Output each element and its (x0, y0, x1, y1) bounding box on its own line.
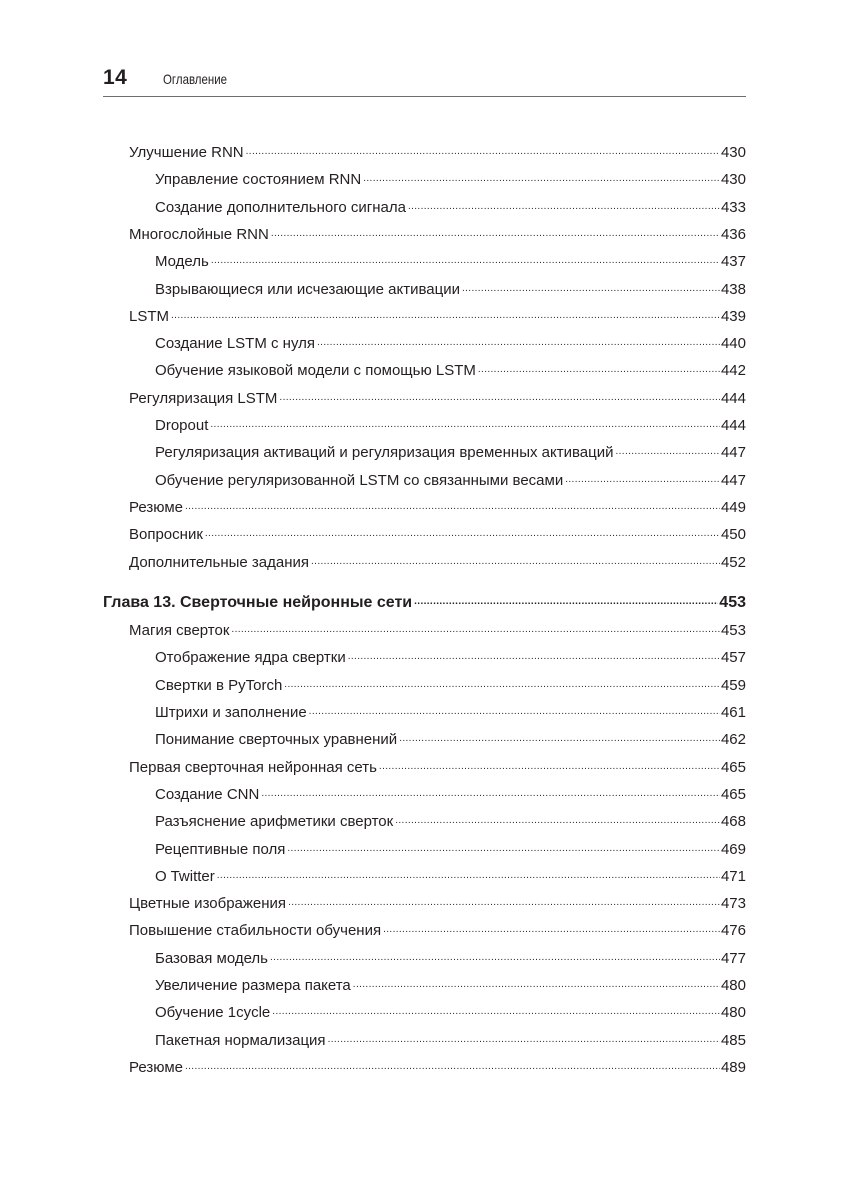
toc-entry-title: Dropout (155, 417, 209, 434)
toc-entry-title: Обучение регуляризованной LSTM со связанными весами (155, 471, 564, 489)
toc-entry[interactable] (155, 250, 746, 274)
toc-entry-page: 462 (720, 731, 746, 749)
toc-entry[interactable] (155, 974, 746, 998)
toc-entry[interactable] (155, 728, 746, 752)
dot-leader (261, 782, 720, 806)
dot-leader (615, 440, 719, 464)
dot-leader (272, 1000, 720, 1024)
toc-entry-page: 485 (720, 1031, 746, 1049)
toc-entry-title: Модель (155, 253, 209, 271)
toc-entry-page: 457 (720, 649, 746, 667)
toc-entry[interactable] (129, 496, 746, 520)
dot-leader (270, 946, 720, 970)
toc-entry-title: Разъяснение арифметики сверток (155, 813, 394, 831)
toc-entry-page: 430 (720, 144, 746, 161)
toc-entry-title: Магия сверток (129, 622, 230, 640)
toc-entry[interactable] (155, 359, 746, 383)
toc-entry-title: Штрихи и заполнение (155, 704, 307, 721)
dot-leader (414, 590, 718, 614)
dot-leader (171, 304, 720, 328)
toc-chapter-entry[interactable] (103, 591, 746, 615)
toc-entry[interactable] (155, 674, 746, 698)
toc-entry-page: 444 (720, 389, 746, 407)
toc-entry[interactable] (155, 168, 746, 192)
toc-entry-page: 465 (720, 785, 746, 803)
toc-entry[interactable] (129, 919, 746, 943)
toc-entry[interactable] (155, 1029, 746, 1053)
dot-leader (383, 918, 720, 942)
dot-leader (271, 222, 720, 246)
dot-leader (317, 331, 720, 355)
toc-entry-page: 459 (720, 676, 746, 694)
toc-entry-title: Увеличение размера пакета (155, 977, 351, 994)
dot-leader (217, 864, 720, 888)
toc-entry[interactable] (155, 783, 746, 807)
dot-leader (185, 495, 720, 519)
toc-entry[interactable] (129, 523, 746, 547)
toc-entry-page: 439 (720, 307, 746, 325)
toc-entry-title: Глава 13. Сверточные нейронные сети (103, 593, 413, 611)
toc-entry-title: Управление состоянием RNN (155, 171, 362, 189)
toc-entry[interactable] (155, 865, 746, 889)
toc-entry-title: Взрывающиеся или исчезающие активации (155, 280, 460, 298)
toc-entry[interactable] (129, 223, 746, 247)
toc-entry[interactable] (129, 305, 746, 329)
toc-entry-page: 437 (720, 253, 746, 271)
toc-entry[interactable] (129, 619, 746, 643)
toc-entry-page: 477 (720, 949, 746, 967)
toc-entry[interactable] (129, 1056, 746, 1080)
toc-entry-title: Первая сверточная нейронная сеть (129, 758, 377, 776)
toc-entry-title: Рецептивные поля (155, 840, 286, 858)
dot-leader (309, 700, 720, 724)
toc-entry[interactable] (155, 332, 746, 356)
toc-entry-page: 440 (720, 335, 746, 353)
toc-entry-title: Вопросник (129, 526, 203, 544)
dot-leader (185, 1055, 720, 1079)
running-header (103, 66, 746, 96)
toc-entry-title: Создание LSTM с нуля (155, 335, 315, 353)
toc-entry[interactable] (155, 947, 746, 971)
dot-leader (399, 727, 720, 751)
toc-entry-page: 436 (720, 225, 746, 243)
toc-entry[interactable] (155, 701, 746, 725)
dot-leader (231, 618, 720, 642)
toc-entry-title: Обучение 1cycle (155, 1004, 271, 1022)
toc-entry-title: O Twitter (155, 867, 215, 885)
toc-entry-title: Регуляризация LSTM (129, 389, 278, 407)
dot-leader (311, 550, 720, 574)
dot-leader (363, 167, 720, 191)
toc-entry[interactable] (129, 892, 746, 916)
toc-entry[interactable] (155, 414, 746, 438)
toc-entry-title: Улучшение RNN (129, 144, 244, 161)
toc-entry-title: LSTM (129, 307, 170, 325)
toc-entry-title: Дополнительные задания (129, 553, 310, 571)
header-rule (103, 96, 746, 97)
toc-entry-page: 461 (720, 704, 746, 721)
toc-entry[interactable] (155, 1001, 746, 1025)
toc-entry-page: 476 (720, 922, 746, 940)
toc-entry-page: 438 (720, 280, 746, 298)
toc-entry-page: 453 (720, 622, 746, 640)
toc-entry-title: Отображение ядра свертки (155, 649, 346, 667)
toc-entry-page: 473 (720, 895, 746, 913)
toc-entry-page: 489 (720, 1058, 746, 1076)
toc-entry-title: Создание дополнительного сигнала (155, 198, 406, 216)
toc-entry-title: Пакетная нормализация (155, 1031, 326, 1049)
dot-leader (395, 809, 720, 833)
toc-entry[interactable] (129, 756, 746, 780)
toc-entry-page: 452 (720, 553, 746, 571)
dot-leader (210, 413, 720, 437)
dot-leader (205, 522, 720, 546)
toc-entry-page: 468 (720, 813, 746, 831)
dot-leader (462, 277, 720, 301)
toc-entry-page: 444 (720, 417, 746, 434)
toc-entry-title: Создание CNN (155, 785, 260, 803)
toc-entry-page: 447 (720, 444, 746, 462)
toc-entry-page: 480 (720, 977, 746, 994)
dot-leader (348, 645, 720, 669)
dot-leader (211, 249, 720, 273)
toc-entry-page: 442 (720, 362, 746, 380)
dot-leader (408, 195, 720, 219)
toc-entry-title: Многослойные RNN (129, 225, 269, 243)
toc-entry-title: Резюме (129, 1058, 183, 1076)
toc-entry-page: 447 (720, 471, 746, 489)
running-title: Оглавление (163, 71, 228, 87)
page-number: 14 (103, 66, 128, 89)
toc-entry-title: Цветные изображения (129, 895, 287, 913)
dot-leader (565, 468, 720, 492)
toc-entry[interactable] (129, 551, 746, 575)
toc-entry[interactable] (155, 441, 746, 465)
toc-entry-page: 430 (720, 171, 746, 189)
dot-leader (478, 358, 720, 382)
toc-entry[interactable] (129, 387, 746, 411)
toc-entry-title: Обучение языковой модели с помощью LSTM (155, 362, 476, 380)
toc-entry-title: Базовая модель (155, 949, 268, 967)
toc-entry[interactable] (155, 810, 746, 834)
dot-leader (353, 973, 720, 997)
dot-leader (284, 673, 720, 697)
dot-leader (279, 386, 720, 410)
toc-entry-title: Повышение стабильности обучения (129, 922, 382, 940)
toc-entry-page: 469 (720, 840, 746, 858)
dot-leader (328, 1028, 720, 1052)
toc-entry-page: 433 (720, 198, 746, 216)
toc-entry[interactable] (155, 278, 746, 302)
toc-entry-page: 449 (720, 498, 746, 516)
toc-entry-title: Резюме (129, 498, 183, 516)
toc-entry[interactable] (129, 141, 746, 165)
toc-entry[interactable] (155, 646, 746, 670)
toc-entry-page: 480 (720, 1004, 746, 1022)
toc-entry-page: 471 (720, 867, 746, 885)
dot-leader (246, 140, 720, 164)
toc-entry[interactable] (155, 838, 746, 862)
toc-entry[interactable] (155, 469, 746, 493)
toc-entry-title: Регуляризация активаций и регуляризация временных активаций (155, 444, 614, 462)
toc-entry-page: 450 (720, 526, 746, 544)
toc-entry-page: 465 (720, 758, 746, 776)
dot-leader (288, 891, 720, 915)
dot-leader (287, 837, 720, 861)
toc-entry-title: Свертки в PyTorch (155, 676, 283, 694)
dot-leader (379, 755, 720, 779)
toc-entry[interactable] (155, 196, 746, 220)
toc-entry-title: Понимание сверточных уравнений (155, 731, 398, 749)
toc-entry-page: 453 (719, 593, 746, 611)
